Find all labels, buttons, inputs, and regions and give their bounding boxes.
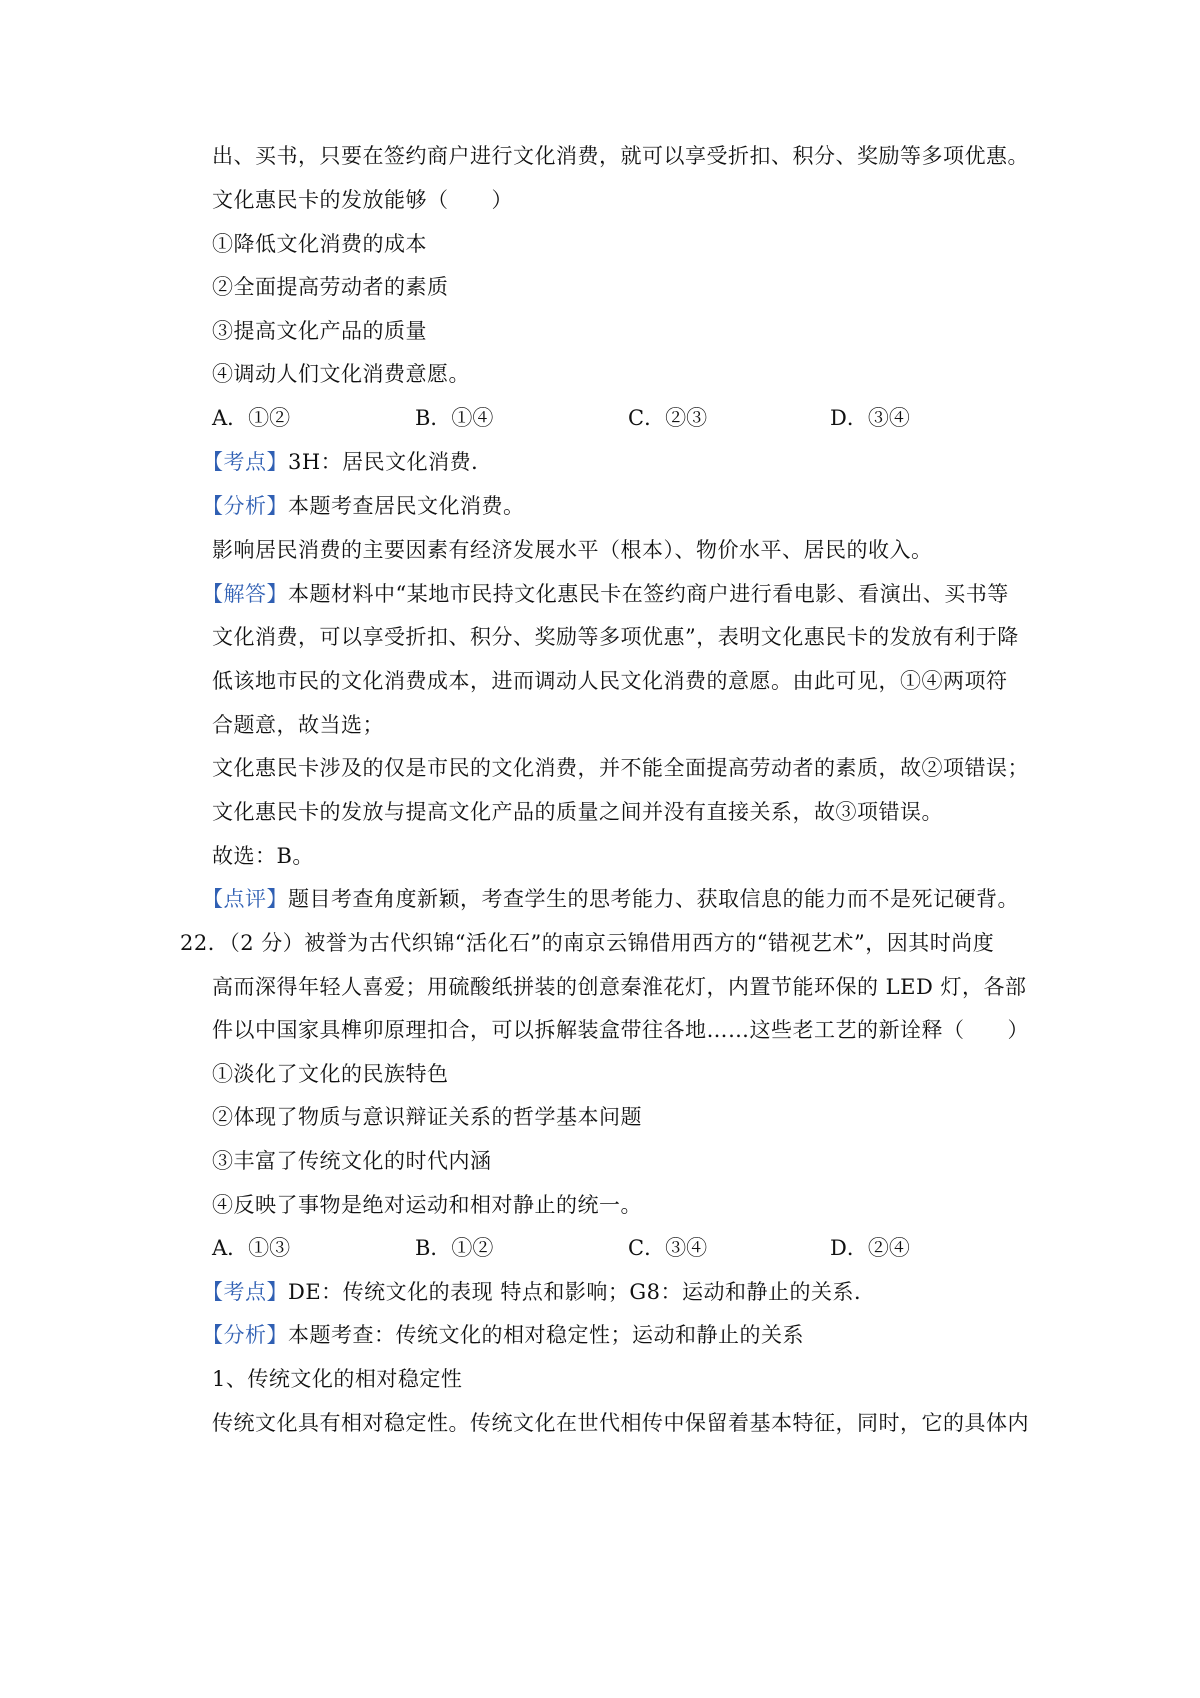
kaodian-tag: 【考点】 [202, 450, 288, 474]
kaodian-text: DE：传统文化的表现 特点和影响；G8：运动和静止的关系． [288, 1280, 876, 1304]
q22-stem-1: 22．（2 分）被誉为古代织锦“活化石”的南京云锦借用西方的“错视艺术”，因其时尚度 [180, 931, 995, 955]
fenxi-tag: 【分析】 [202, 1323, 288, 1347]
kaodian-tag: 【考点】 [202, 1280, 288, 1304]
fenxi-text: 本题考查居民文化消费。 [288, 494, 525, 518]
q22-option-c: C．③④ [628, 1236, 708, 1260]
q21-item-1: ①降低文化消费的成本 [212, 232, 427, 256]
q22-option-d: D．②④ [830, 1236, 910, 1260]
q21-item-4: ④调动人们文化消费意愿。 [212, 362, 470, 386]
q21-jieda [202, 579, 1009, 609]
q22-fenxi-3: 传统文化具有相对稳定性。传统文化在世代相传中保留着基本特征，同时，它的具体内 [212, 1411, 1029, 1435]
fenxi-tag: 【分析】 [202, 494, 288, 518]
q22-item-1: ①淡化了文化的民族特色 [212, 1062, 449, 1086]
q21-jieda-6: 文化惠民卡的发放与提高文化产品的质量之间并没有直接关系，故③项错误。 [212, 800, 943, 824]
jieda-text-1: 本题材料中“某地市民持文化惠民卡在签约商户进行看电影、看演出、买书等 [288, 582, 1009, 606]
q21-jieda-2: 文化消费，可以享受折扣、积分、奖励等多项优惠”，表明文化惠民卡的发放有利于降 [212, 625, 1019, 649]
q22-item-2: ②体现了物质与意识辩证关系的哲学基本问题 [212, 1105, 642, 1129]
dianping-tag: 【点评】 [202, 887, 288, 911]
q21-intro-line: 出、买书，只要在签约商户进行文化消费，就可以享受折扣、积分、奖励等多项优惠。 [212, 144, 1029, 168]
q21-option-b: B．①④ [415, 406, 494, 430]
q21-fenxi-2: 影响居民消费的主要因素有经济发展水平（根本）、物价水平、居民的收入。 [212, 538, 933, 562]
fenxi-text: 本题考查：传统文化的相对稳定性；运动和静止的关系 [288, 1323, 804, 1347]
q21-item-2: ②全面提高劳动者的素质 [212, 275, 449, 299]
q21-answer: 故选：B。 [212, 844, 314, 868]
q21-option-a: A．①② [212, 406, 291, 430]
q21-stem: 文化惠民卡的发放能够（ ） [212, 188, 513, 212]
kaodian-text: 3H：居民文化消费． [288, 450, 493, 474]
q22-fenxi [202, 1320, 804, 1350]
q22-fenxi-2: 1、传统文化的相对稳定性 [212, 1367, 463, 1391]
q21-jieda-4: 合题意，故当选； [212, 713, 384, 737]
jieda-tag: 【解答】 [202, 582, 288, 606]
q21-option-d: D．③④ [830, 406, 910, 430]
q21-jieda-3: 低该地市民的文化消费成本，进而调动人民文化消费的意愿。由此可见，①④两项符 [212, 669, 1008, 693]
q21-option-c: C．②③ [628, 406, 708, 430]
q21-item-3: ③提高文化产品的质量 [212, 319, 427, 343]
q22-kaodian [202, 1277, 875, 1307]
q22-option-a: A．①③ [212, 1236, 291, 1260]
q22-stem-3: 件以中国家具榫卯原理扣合，可以拆解装盒带往各地……这些老工艺的新诠释（ ） [212, 1018, 1029, 1042]
q22-item-4: ④反映了事物是绝对运动和相对静止的统一。 [212, 1193, 642, 1217]
q22-item-3: ③丰富了传统文化的时代内涵 [212, 1149, 492, 1173]
q22-stem-2: 高而深得年轻人喜爱；用硫酸纸拼装的创意秦淮花灯，内置节能环保的 LED 灯，各部 [212, 975, 1027, 999]
dianping-text: 题目考查角度新颖，考查学生的思考能力、获取信息的能力而不是死记硬背。 [288, 887, 1019, 911]
q21-jieda-5: 文化惠民卡涉及的仅是市民的文化消费，并不能全面提高劳动者的素质，故②项错误； [212, 756, 1029, 780]
q21-fenxi [202, 491, 525, 521]
q21-kaodian [202, 447, 493, 477]
q21-dianping [202, 884, 1019, 914]
q22-option-b: B．①② [415, 1236, 494, 1260]
